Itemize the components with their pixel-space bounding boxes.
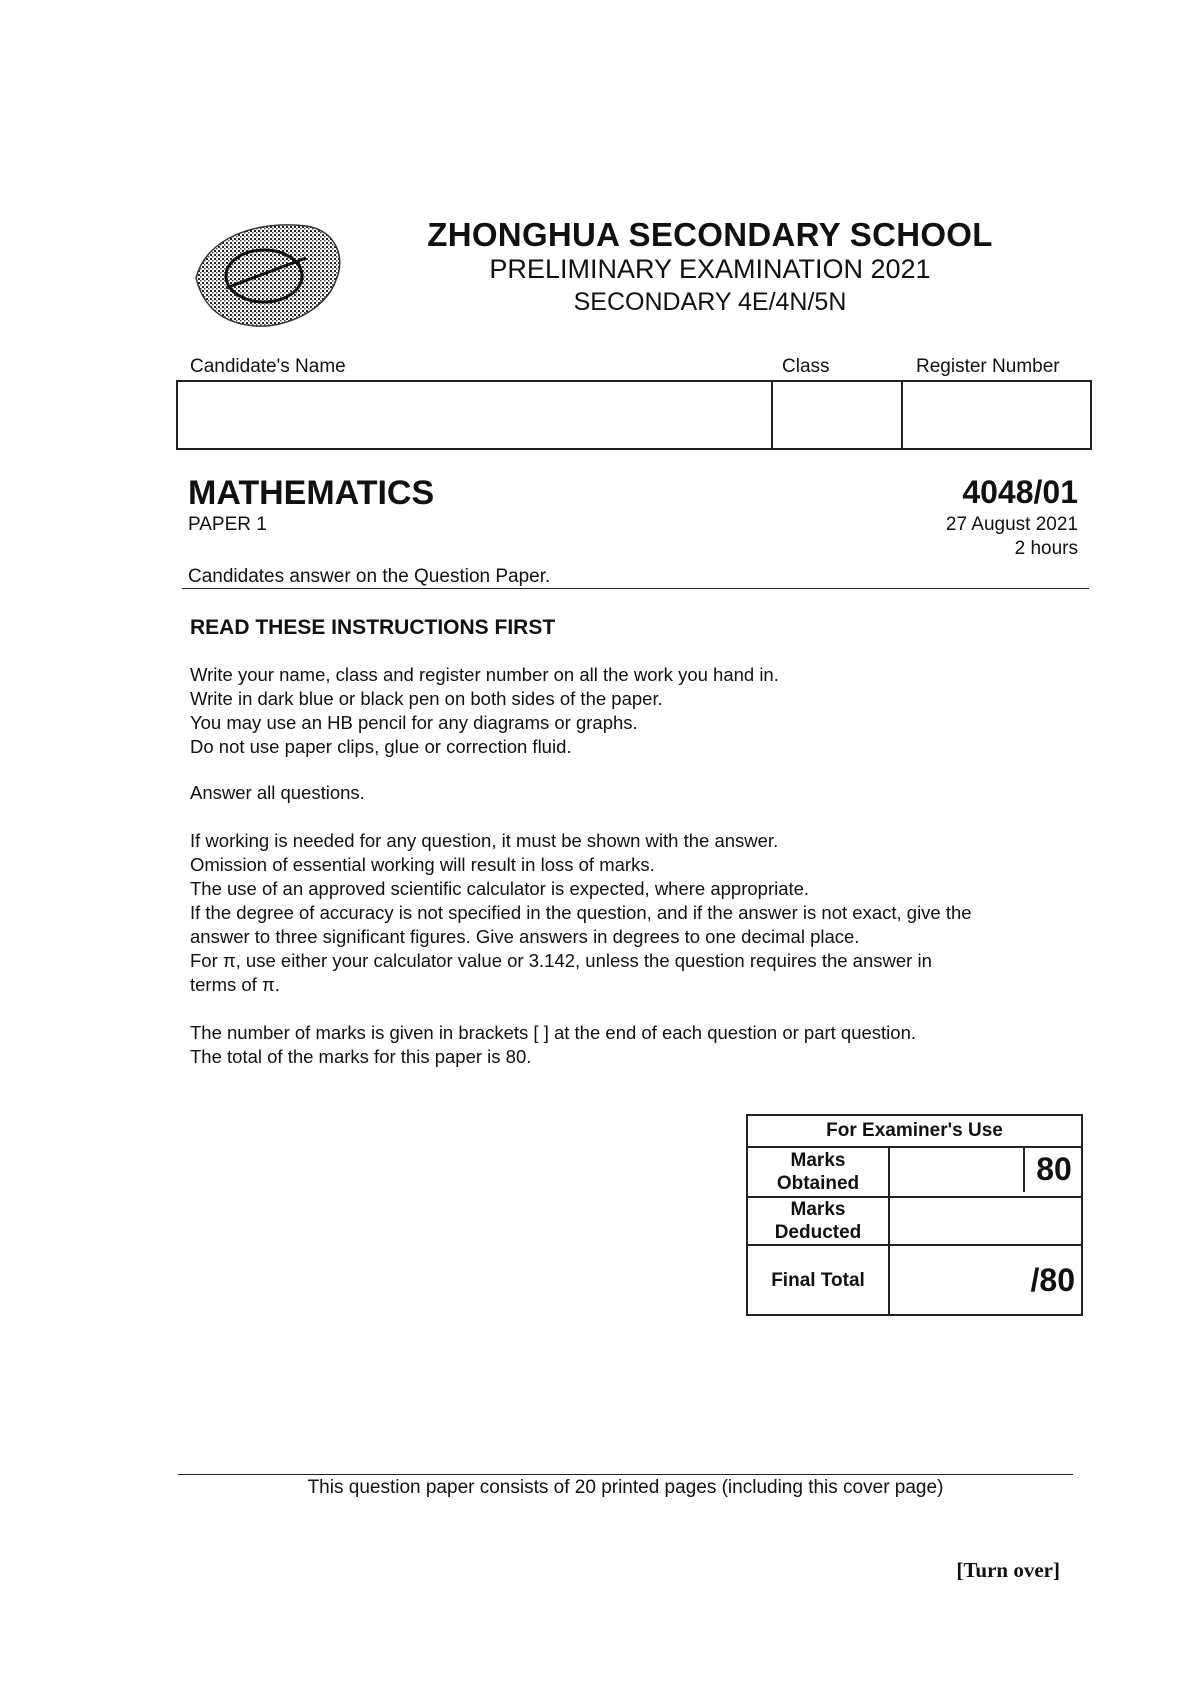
register-number-label: Register Number [916, 356, 1060, 377]
instructions-heading: READ THESE INSTRUCTIONS FIRST [190, 616, 556, 639]
instruction-line: For π, use either your calculator value or 3.142, unless the question requires the answer in [190, 950, 932, 971]
school-crest-icon [186, 218, 346, 330]
divider [182, 588, 1089, 589]
instruction-line: You may use an HB pencil for any diagrams or graphs. [190, 712, 638, 733]
marks-obtained-label [747, 1147, 889, 1197]
paper-number: PAPER 1 [188, 514, 267, 535]
class-field[interactable] [771, 380, 903, 450]
class-label: Class [782, 356, 830, 377]
paper-code: 4048/01 [962, 474, 1078, 510]
marks-deducted-label-line: Deducted [774, 1222, 862, 1243]
final-total-value: /80 [889, 1245, 1082, 1315]
exam-duration: 2 hours [1014, 538, 1078, 559]
instruction-line: Write in dark blue or black pen on both sides of the paper. [190, 688, 663, 709]
instruction-line: Write your name, class and register number on all the work you hand in. [190, 664, 779, 685]
instruction-line: Answer all questions. [190, 782, 365, 803]
instruction-line: terms of π. [190, 974, 280, 995]
candidate-name-field[interactable] [176, 380, 773, 450]
instruction-line: The use of an approved scientific calculator is expected, where appropriate. [190, 878, 810, 899]
examiner-table-title: For Examiner's Use [747, 1115, 1082, 1147]
footer-divider [178, 1474, 1073, 1475]
instruction-line: The total of the marks for this paper is 80. [190, 1046, 532, 1067]
final-total-label: Final Total [747, 1245, 889, 1315]
marks-deducted-cell[interactable] [889, 1197, 1082, 1245]
exam-title: PRELIMINARY EXAMINATION 2021 [489, 254, 931, 284]
turn-over-note: [Turn over] [956, 1558, 1060, 1582]
marks-obtained-cell[interactable] [889, 1147, 1082, 1197]
marks-deducted-label-line: Marks [790, 1199, 846, 1220]
instruction-line: The number of marks is given in brackets [ ] at the end of each question or part question. [190, 1022, 917, 1043]
exam-date: 27 August 2021 [945, 514, 1078, 535]
instruction-line: If working is needed for any question, it must be shown with the answer. [190, 830, 779, 851]
pages-note: This question paper consists of 20 printed pages (including this cover page) [307, 1477, 944, 1498]
marks-obtained-label-line: Obtained [776, 1173, 860, 1194]
exam-level: SECONDARY 4E/4N/5N [573, 288, 847, 316]
subject-title: MATHEMATICS [188, 474, 435, 512]
instruction-line: Do not use paper clips, glue or correction fluid. [190, 736, 572, 757]
marks-deducted-label [747, 1197, 889, 1245]
marks-obtained-value: 80 [1023, 1146, 1083, 1192]
examiner-table [746, 1114, 1083, 1316]
instruction-line: answer to three significant figures. Give answers in degrees to one decimal place. [190, 926, 860, 947]
school-name: ZHONGHUA SECONDARY SCHOOL [427, 216, 993, 253]
instruction-line: If the degree of accuracy is not specified in the question, and if the answer is not exact, give the [190, 902, 972, 923]
marks-obtained-label-line: Marks [790, 1150, 846, 1171]
answer-note: Candidates answer on the Question Paper. [188, 566, 551, 587]
register-number-field[interactable] [903, 380, 1092, 450]
instruction-line: Omission of essential working will result in loss of marks. [190, 854, 655, 875]
candidate-name-label: Candidate's Name [190, 356, 346, 377]
